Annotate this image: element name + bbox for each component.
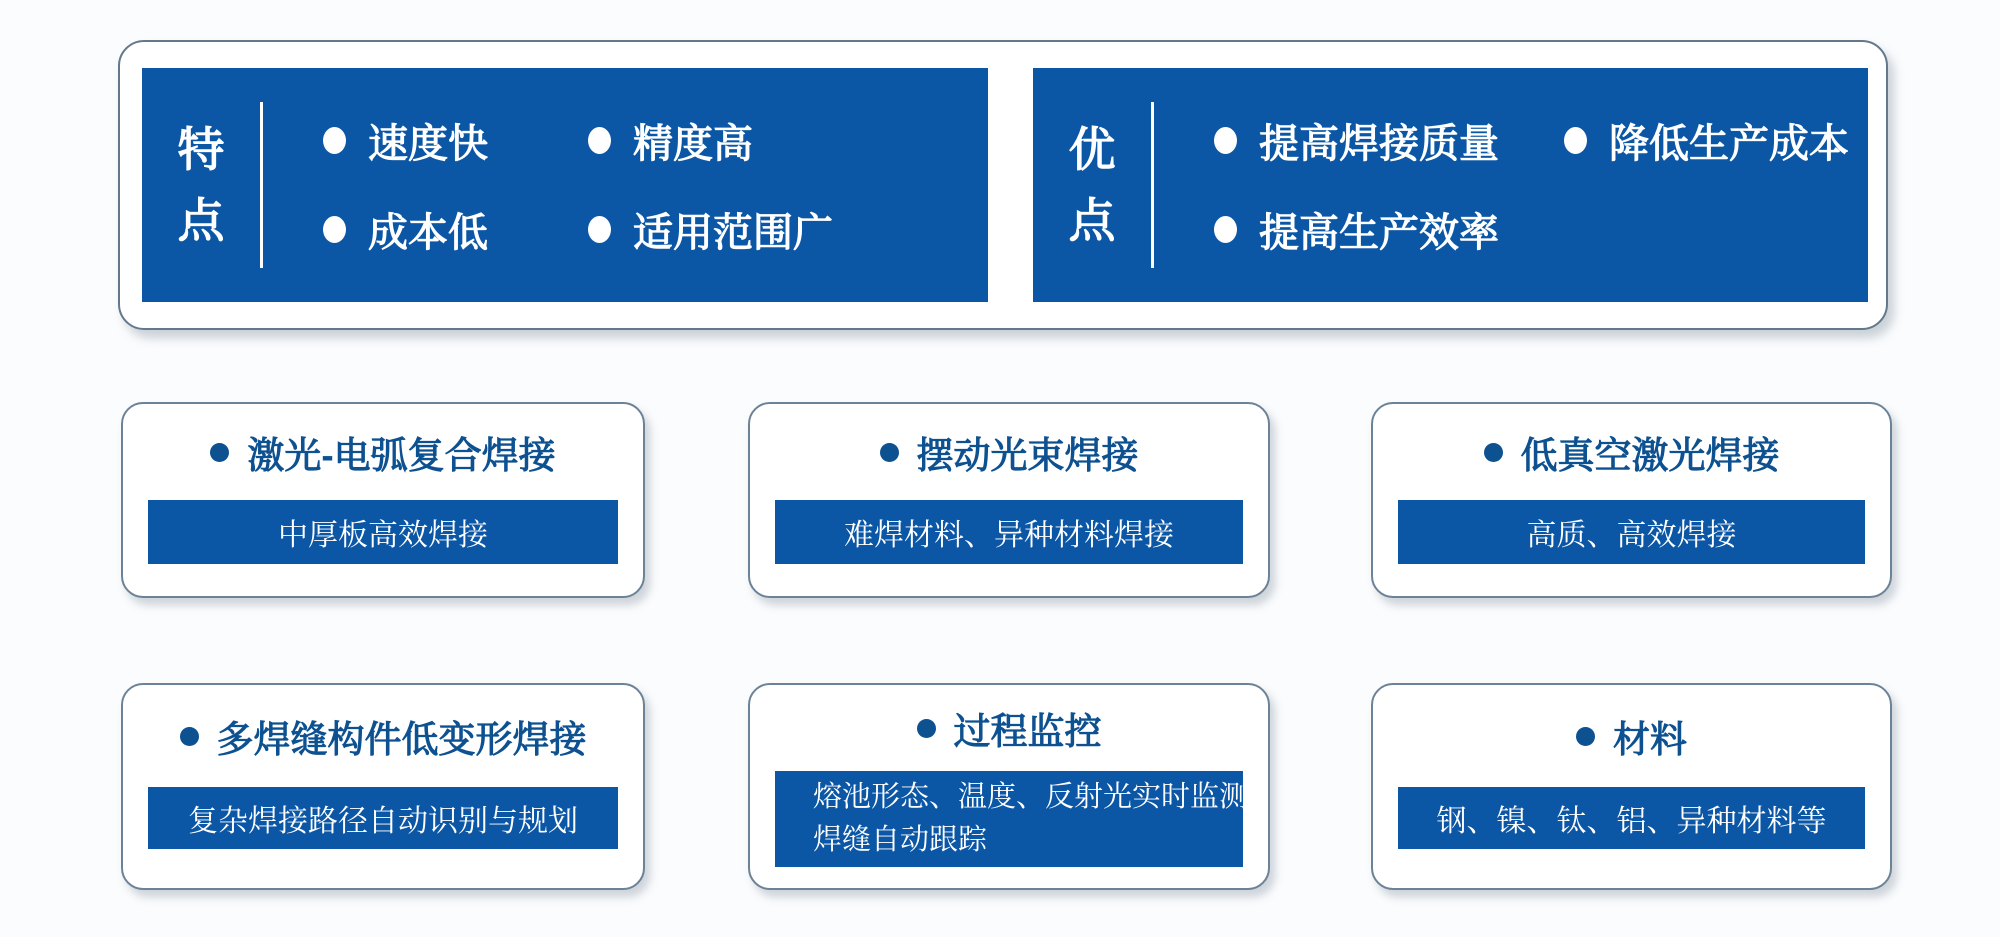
card-body-bar xyxy=(775,771,1257,867)
bullet-dot-icon xyxy=(917,719,936,738)
advantages-label-char: 优 xyxy=(1068,123,1116,176)
bullet-dot-icon xyxy=(1576,727,1595,746)
features-row xyxy=(323,201,988,258)
card-body-text: 高质、高效焊接 xyxy=(1526,519,1737,552)
feature-item-label: 成本低 xyxy=(368,211,488,255)
card-body-bar xyxy=(1398,500,1865,564)
feature-item xyxy=(323,112,588,169)
card-title-row xyxy=(750,404,1268,500)
advantages-label-char: 点 xyxy=(1068,194,1116,247)
advantages-row xyxy=(1214,201,1868,258)
advantages-bullet-list xyxy=(1154,112,1868,258)
bullet-dot-icon xyxy=(210,443,229,462)
card-body-bar xyxy=(775,500,1243,564)
feature-item-label: 精度高 xyxy=(633,122,753,166)
bullet-dot-icon xyxy=(1564,127,1587,154)
card-body-bar xyxy=(148,500,618,564)
card-title-row xyxy=(123,404,643,500)
advantage-item xyxy=(1564,112,1849,169)
top-summary-panel xyxy=(118,40,1888,330)
card-oscillating-beam-welding xyxy=(748,402,1270,598)
card-title: 过程监控 xyxy=(953,711,1102,752)
advantage-item xyxy=(1214,201,1564,258)
bullet-dot-icon xyxy=(588,216,611,243)
features-label-char: 特 xyxy=(177,123,225,176)
bullet-dot-icon xyxy=(1214,127,1237,154)
advantages-label xyxy=(1033,123,1151,247)
bullet-dot-icon xyxy=(880,443,899,462)
feature-item xyxy=(323,201,588,258)
bullet-dot-icon xyxy=(588,127,611,154)
features-bullet-list xyxy=(263,112,988,258)
card-title: 材料 xyxy=(1613,719,1687,760)
advantage-item xyxy=(1214,112,1564,169)
advantage-item-label: 降低生产成本 xyxy=(1609,122,1849,166)
bullet-dot-icon xyxy=(323,216,346,243)
card-title: 低真空激光焊接 xyxy=(1520,435,1780,476)
card-body-text-line: 熔池形态、温度、反射光实时监测, xyxy=(813,781,1257,813)
advantage-item-label: 提高焊接质量 xyxy=(1259,122,1499,166)
card-body-bar xyxy=(1398,787,1865,849)
bullet-dot-icon xyxy=(180,727,199,746)
bullet-dot-icon xyxy=(1484,443,1503,462)
feature-item-label: 速度快 xyxy=(368,122,488,166)
card-body-text: 中厚板高效焊接 xyxy=(278,519,488,552)
card-title-row xyxy=(1373,404,1890,500)
advantages-panel xyxy=(1033,68,1868,302)
feature-item xyxy=(588,112,753,169)
card-body-text: 复杂焊接路径自动识别与规划 xyxy=(188,805,578,838)
card-body-text-line: 焊缝自动跟踪 xyxy=(813,824,988,856)
features-panel xyxy=(142,68,988,302)
card-laser-arc-hybrid-welding xyxy=(121,402,645,598)
card-body-text: 难焊材料、异种材料焊接 xyxy=(844,519,1174,552)
card-title-row xyxy=(123,685,643,787)
card-process-monitoring xyxy=(748,683,1270,890)
feature-item xyxy=(588,201,833,258)
card-title: 多焊缝构件低变形焊接 xyxy=(216,719,587,760)
card-body-text: 钢、镍、钛、铝、异种材料等 xyxy=(1436,805,1827,838)
feature-item-label: 适用范围广 xyxy=(633,211,833,255)
card-low-distortion-welding xyxy=(121,683,645,890)
bullet-dot-icon xyxy=(1214,216,1237,243)
card-materials xyxy=(1371,683,1892,890)
card-title: 摆动光束焊接 xyxy=(916,435,1139,476)
features-label xyxy=(142,123,260,247)
advantages-row xyxy=(1214,112,1868,169)
card-body-bar xyxy=(148,787,618,849)
card-title-row xyxy=(1373,685,1890,787)
bullet-dot-icon xyxy=(323,127,346,154)
card-title-row xyxy=(750,685,1268,771)
card-title: 激光-电弧复合焊接 xyxy=(247,435,556,476)
card-low-vacuum-laser-welding xyxy=(1371,402,1892,598)
advantage-item-label: 提高生产效率 xyxy=(1259,211,1499,255)
features-row xyxy=(323,112,988,169)
features-label-char: 点 xyxy=(177,194,225,247)
